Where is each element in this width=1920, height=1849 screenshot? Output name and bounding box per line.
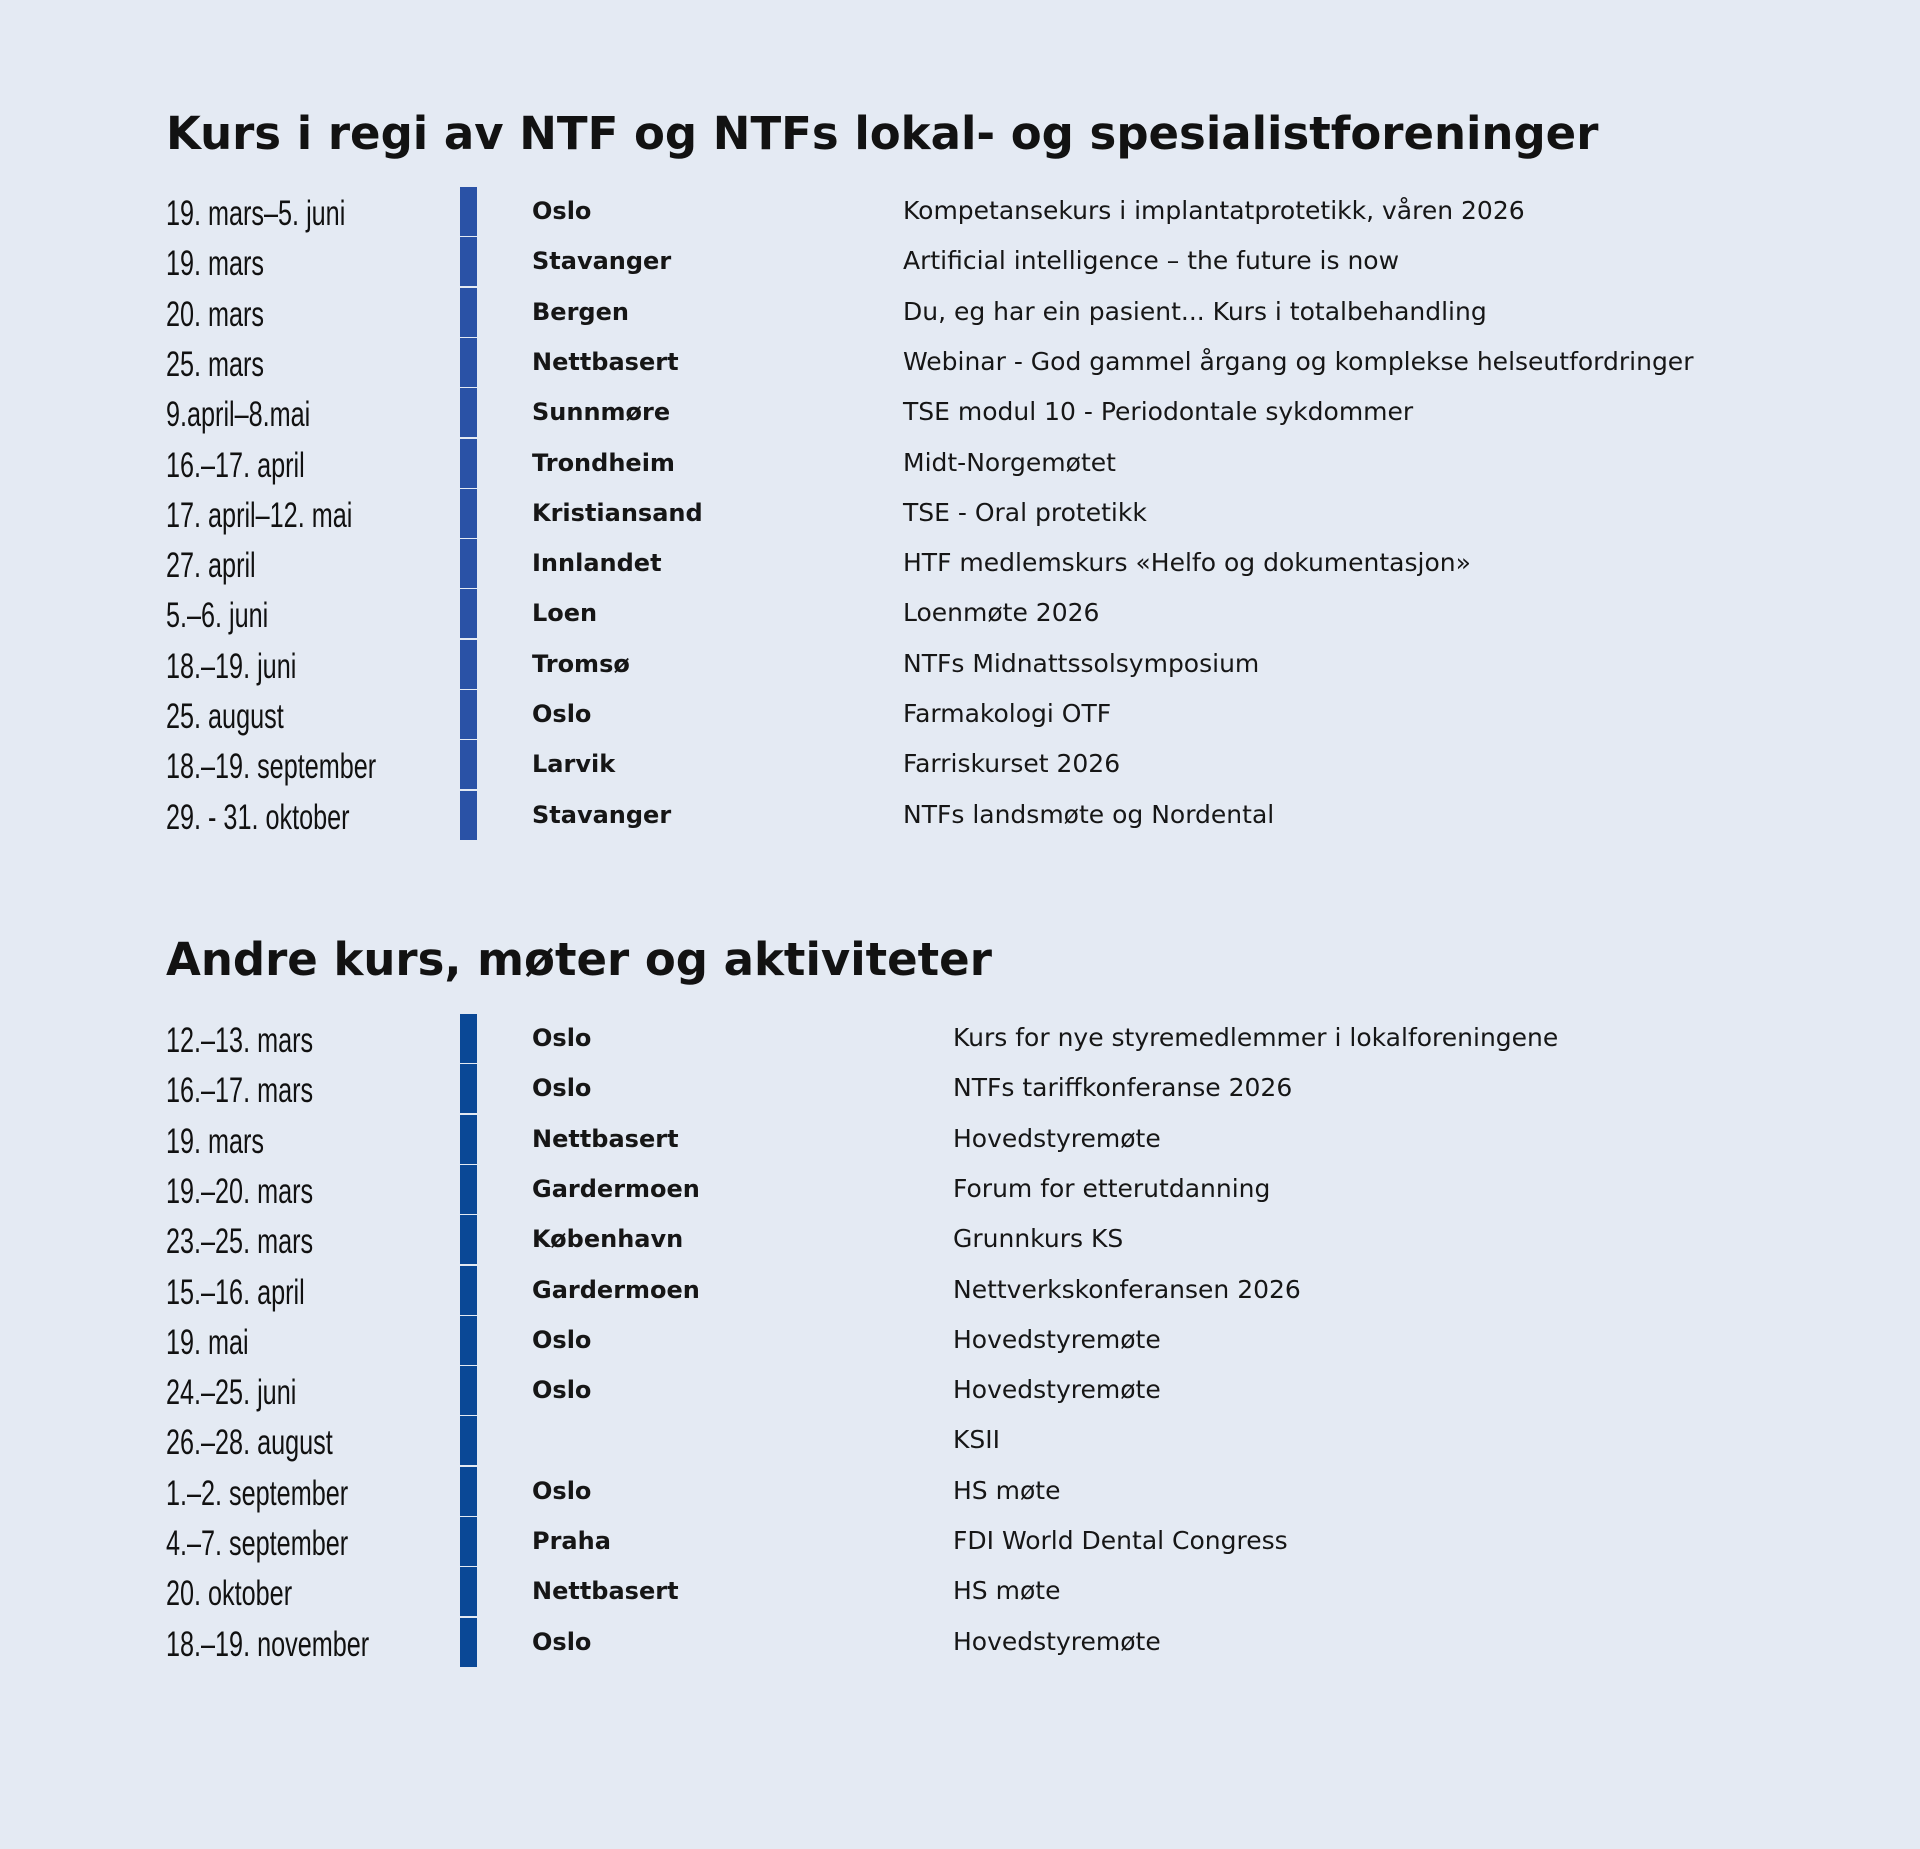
event-place: Larvik: [532, 750, 616, 779]
event-row: [0, 288, 1920, 338]
event-date: 15.–16. april: [166, 1272, 305, 1312]
event-place: Oslo: [532, 1325, 592, 1354]
event-row: [0, 791, 1920, 841]
event-date: 24.–25. juni: [166, 1373, 297, 1413]
event-title: Nettverkskonferansen 2026: [953, 1274, 1301, 1304]
event-place: Trondheim: [532, 448, 675, 477]
event-row: [0, 1316, 1920, 1366]
event-place: Oslo: [532, 1024, 592, 1052]
event-date: 19. mars: [166, 1121, 265, 1161]
event-title: KSII: [953, 1425, 1001, 1455]
event-place: Sunnmøre: [532, 398, 671, 427]
event-date: 20. oktober: [166, 1574, 293, 1614]
event-date: 19. mars: [166, 244, 265, 284]
event-title: Hovedstyremøte: [953, 1626, 1161, 1656]
event-row: [0, 1014, 1920, 1064]
event-date: 19. mai: [166, 1322, 249, 1362]
event-date: 18.–19. juni: [166, 646, 297, 686]
event-date: 1.–2. september: [166, 1473, 349, 1513]
event-title: Farriskurset 2026: [903, 749, 1121, 779]
event-date: 19.–20. mars: [166, 1171, 314, 1211]
event-title: Grunnkurs KS: [953, 1224, 1124, 1254]
event-place: Nettbasert: [532, 347, 679, 376]
event-row: [0, 690, 1920, 740]
event-date: 25. august: [166, 697, 284, 736]
event-date: 20. mars: [166, 294, 265, 334]
event-date: 25. mars: [166, 344, 265, 384]
section-title: Kurs i regi av NTF og NTFs lokal- og spesialistforeninger: [166, 107, 1599, 160]
event-title: Hovedstyremøte: [953, 1375, 1161, 1405]
event-place: Nettbasert: [532, 1577, 679, 1606]
event-date: 5.–6. juni: [166, 596, 269, 636]
event-date: 23.–25. mars: [166, 1222, 314, 1262]
event-row: [0, 1266, 1920, 1316]
event-place: Oslo: [532, 700, 592, 728]
event-date: 4.–7. september: [166, 1524, 349, 1563]
event-date: 19. mars–5. juni: [166, 194, 346, 233]
event-title: NTFs landsmøte og Nordental: [903, 799, 1275, 829]
event-title: Kompetansekurs i implantatprotetikk, våren 2026: [903, 196, 1525, 225]
event-row: [0, 640, 1920, 690]
event-date: 16.–17. mars: [166, 1071, 314, 1111]
event-row: [0, 1618, 1920, 1668]
section-title: Andre kurs, møter og aktiviteter: [166, 933, 992, 986]
event-date: 16.–17. april: [166, 445, 305, 485]
event-title: HTF medlemskurs «Helfo og dokumentasjon»: [903, 548, 1471, 578]
event-row: [0, 187, 1920, 237]
event-row: [0, 1115, 1920, 1165]
event-place: Innlandet: [532, 549, 662, 578]
event-title: NTFs Midnattssolsymposium: [903, 648, 1260, 678]
event-title: Forum for etterutdanning: [953, 1173, 1271, 1203]
event-title: Hovedstyremøte: [953, 1123, 1161, 1153]
event-row: [0, 1517, 1920, 1567]
event-place: Oslo: [532, 1074, 592, 1103]
event-date: 17. april–12. mai: [166, 495, 353, 535]
event-place: Oslo: [532, 1376, 592, 1405]
event-place: Gardermoen: [532, 1174, 700, 1203]
event-place: Nettbasert: [532, 1124, 679, 1153]
event-title: HS møte: [953, 1475, 1061, 1505]
event-row: [0, 1567, 1920, 1617]
event-place: Praha: [532, 1527, 611, 1555]
event-row: [0, 338, 1920, 388]
event-place: Stavanger: [532, 247, 672, 276]
event-place: Tromsø: [532, 649, 630, 678]
event-date: 18.–19. november: [166, 1624, 370, 1664]
event-title: Loenmøte 2026: [903, 598, 1100, 628]
event-title: TSE - Oral protetikk: [903, 497, 1147, 527]
event-row: [0, 1467, 1920, 1517]
event-place: Loen: [532, 599, 598, 628]
event-date: 18.–19. september: [166, 747, 377, 787]
event-title: Du, eg har ein pasient... Kurs i totalbehandling: [903, 296, 1487, 326]
event-title: Midt-Norgemøtet: [903, 447, 1116, 477]
event-title: Artificial intelligence – the future is now: [903, 246, 1400, 276]
event-title: FDI World Dental Congress: [953, 1526, 1288, 1555]
event-place: Bergen: [532, 297, 629, 326]
event-row: [0, 539, 1920, 589]
event-title: Kurs for nye styremedlemmer i lokalforeningene: [953, 1023, 1559, 1052]
event-date: 12.–13. mars: [166, 1021, 314, 1060]
event-date: 29. - 31. oktober: [166, 797, 350, 837]
event-title: NTFs tariffkonferanse 2026: [953, 1073, 1293, 1103]
event-row: [0, 1416, 1920, 1466]
event-row: [0, 589, 1920, 639]
event-row: [0, 1165, 1920, 1215]
event-row: [0, 1215, 1920, 1265]
event-place: Gardermoen: [532, 1275, 700, 1304]
event-title: Hovedstyremøte: [953, 1324, 1161, 1354]
event-title: HS møte: [953, 1576, 1061, 1606]
event-row: [0, 1366, 1920, 1416]
event-place: Oslo: [532, 1627, 592, 1656]
event-place: Stavanger: [532, 800, 672, 829]
event-row: [0, 439, 1920, 489]
event-place: Oslo: [532, 197, 592, 225]
event-date: 27. april: [166, 546, 256, 586]
event-row: [0, 489, 1920, 539]
event-title: Webinar - God gammel årgang og komplekse helseutfordringer: [903, 346, 1694, 376]
event-title: Farmakologi OTF: [903, 699, 1112, 728]
event-row: [0, 388, 1920, 438]
event-place: Kristiansand: [532, 498, 703, 527]
event-title: TSE modul 10 - Periodontale sykdommer: [903, 397, 1414, 427]
event-row: [0, 237, 1920, 287]
event-row: [0, 740, 1920, 790]
event-date: 9.april–8.mai: [166, 395, 311, 435]
event-place: København: [532, 1225, 684, 1254]
event-place: Oslo: [532, 1476, 592, 1505]
event-row: [0, 1064, 1920, 1114]
event-date: 26.–28. august: [166, 1423, 333, 1463]
